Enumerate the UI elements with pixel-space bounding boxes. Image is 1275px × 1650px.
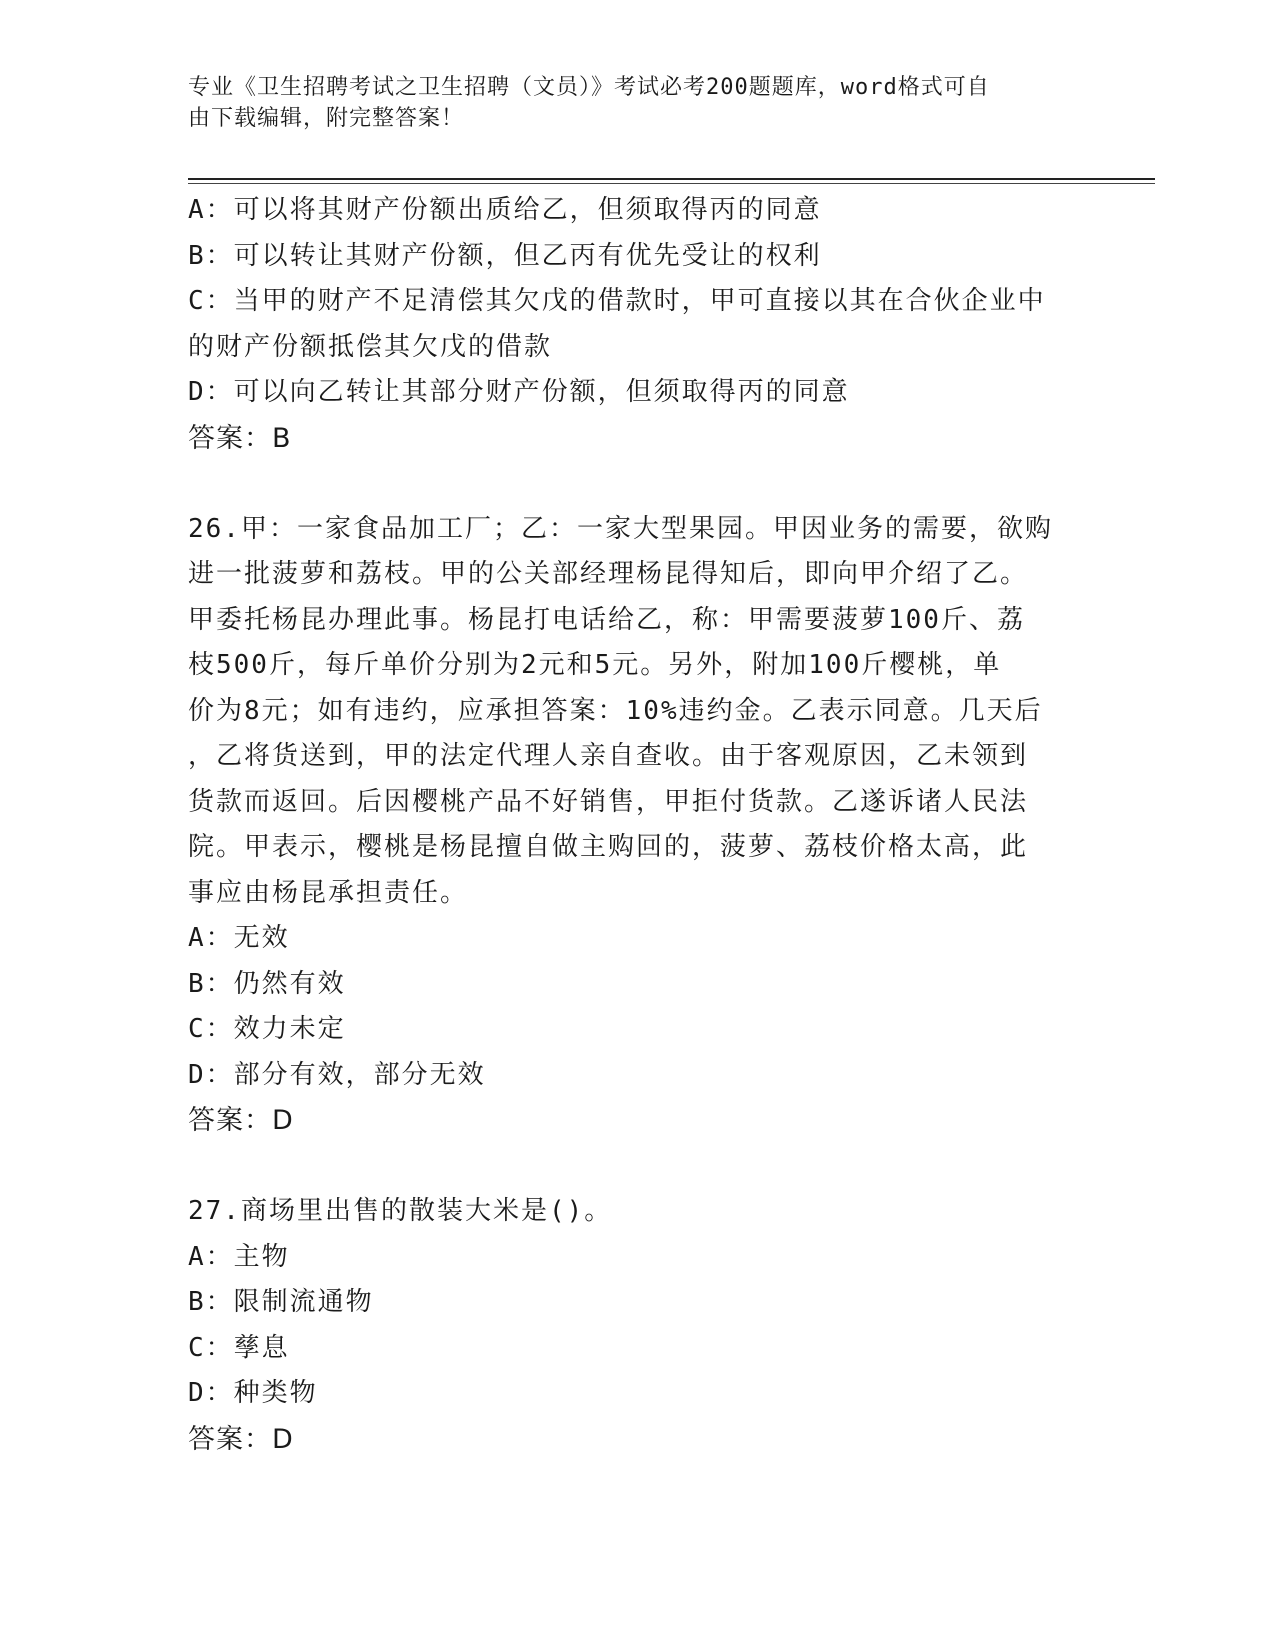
spacer — [188, 1144, 1088, 1190]
option-d: D：种类物 — [188, 1378, 318, 1408]
option-c: C：效力未定 — [188, 1014, 346, 1044]
option-d: D：可以向乙转让其部分财产份额，但须取得丙的同意 — [188, 377, 850, 407]
question-27 — [188, 1189, 1088, 1462]
question-stem-line: 甲委托杨昆办理此事。杨昆打电话给乙，称：甲需要菠萝100斤、荔 — [188, 604, 1025, 635]
document-body — [188, 188, 1088, 1462]
question-stem-line: 枝500斤，每斤单价分别为2元和5元。另外，附加100斤樱桃，单 — [188, 650, 1002, 680]
question-stem-line: 价为8元；如有违约，应承担答案：10%违约金。乙表示同意。几天后 — [188, 695, 1043, 726]
option-a: A：主物 — [188, 1241, 290, 1272]
option-b: B：可以转让其财产份额，但乙丙有优先受让的权利 — [188, 240, 822, 271]
answer-line: 答案：D — [188, 1105, 294, 1136]
question-stem-line: ，乙将货送到，甲的法定代理人亲自查收。由于客观原因，乙未领到 — [188, 741, 1029, 771]
question-stem-line: 事应由杨昆承担责任。 — [188, 877, 469, 908]
spacer — [188, 461, 1088, 507]
option-a: A：无效 — [188, 923, 290, 953]
option-c-continued: 的财产份额抵偿其欠戊的借款 — [188, 331, 553, 362]
question-26 — [188, 507, 1088, 1144]
question-25 — [188, 188, 1088, 461]
question-stem-line: 院。甲表示，樱桃是杨昆擅自做主购回的，菠萝、荔枝价格太高，此 — [188, 832, 1029, 862]
header-line-1: 专业《卫生招聘考试之卫生招聘（文员）》考试必考200题题库，word格式可自 — [188, 75, 990, 100]
option-d: D：部分有效，部分无效 — [188, 1059, 486, 1090]
question-stem-line: 26.甲：一家食品加工厂；乙：一家大型果园。甲因业务的需要，欲购 — [188, 513, 1053, 544]
option-c: C：当甲的财产不足清偿其欠戊的借款时，甲可直接以其在合伙企业中 — [188, 286, 1046, 316]
document-header — [188, 72, 1068, 134]
answer-line: 答案：B — [188, 422, 292, 454]
question-stem-line: 进一批菠萝和荔枝。甲的公关部经理杨昆得知后，即向甲介绍了乙。 — [188, 559, 1029, 589]
answer-line: 答案：D — [188, 1423, 294, 1455]
header-divider-thin — [188, 183, 1155, 184]
question-stem-line: 货款而返回。后因樱桃产品不好销售，甲拒付货款。乙遂诉诸人民法 — [188, 786, 1029, 817]
option-b: B：限制流通物 — [188, 1287, 374, 1317]
question-stem-line: 27.商场里出售的散装大米是()。 — [188, 1196, 613, 1226]
header-divider-thick — [188, 178, 1155, 180]
option-a: A：可以将其财产份额出质给乙，但须取得丙的同意 — [188, 195, 822, 225]
header-line-2: 由下载编辑，附完整答案！ — [188, 106, 465, 131]
option-b: B：仍然有效 — [188, 968, 346, 999]
option-c: C：孳息 — [188, 1332, 290, 1363]
